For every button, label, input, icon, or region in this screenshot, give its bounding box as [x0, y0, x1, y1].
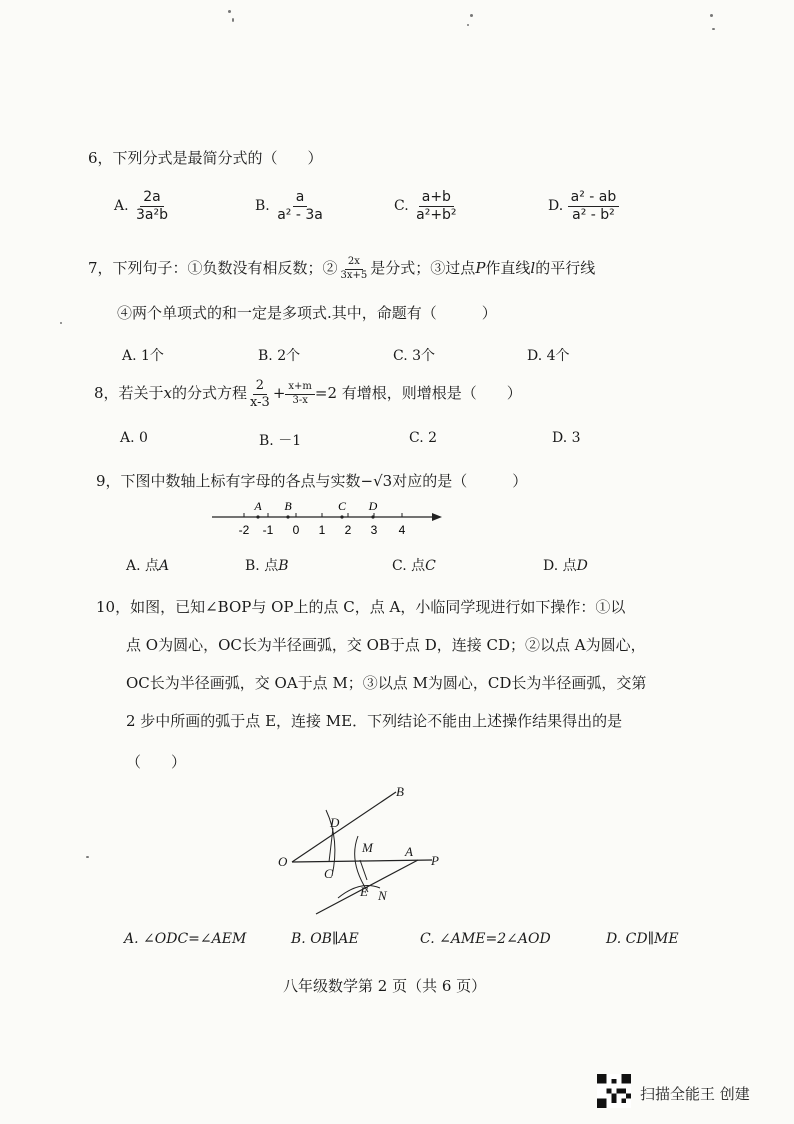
q10-option-a: [124, 931, 246, 947]
q7-option-d: D. 4个: [527, 348, 570, 364]
figure-point-label: E: [360, 884, 368, 899]
number-line-point: [340, 515, 343, 518]
q9-text: 对应的是（ ）: [392, 472, 528, 490]
option-text: B. OB∥AE: [291, 931, 359, 947]
option-letter: D.: [548, 198, 564, 215]
q6-option-b: [255, 190, 326, 222]
numerator: a: [293, 190, 308, 207]
option-var: B: [278, 558, 289, 574]
fraction: [133, 190, 171, 222]
numerator: a+b: [419, 190, 454, 207]
q9-option-d: [543, 555, 588, 575]
q7-option-b: B. 2个: [258, 348, 301, 364]
option-text: A. 点: [126, 558, 160, 574]
option-text: D. CD∥ME: [606, 931, 679, 947]
number-line-tick-label: -2: [238, 523, 250, 537]
var-x: x: [163, 384, 173, 403]
q10-line-1: 10，如图，已知∠BOP与 OP上的点 C，点 A，小临同学现进行如下操作：①以: [96, 598, 626, 616]
ray-op: [292, 860, 432, 862]
q8-option-a: A. 0: [120, 430, 148, 446]
option-text: C. ∠AME=2∠AOD: [420, 931, 551, 947]
denominator: a²+b²: [416, 206, 457, 223]
q8-option-d: D. 3: [552, 430, 581, 446]
q7-stem-line2: ④两个单项式的和一定是多项式.其中，命题有（ ）: [117, 304, 497, 322]
figure-point-label: P: [431, 853, 439, 868]
number-line-tick-label: 1: [318, 523, 326, 537]
q7-stem-line1: [88, 257, 595, 281]
q7-text: 是分式；③过点: [370, 259, 476, 277]
segment-me: [360, 860, 367, 880]
q7-text: 7，下列句子：①负数没有相反数；②: [88, 259, 338, 277]
q10-line-2: 点 O为圆心，OC长为半径画弧，交 OB于点 D，连接 CD；②以点 A为圆心，: [126, 636, 646, 654]
number-line-tick-label: 4: [398, 523, 406, 537]
denominator: a² - b²: [572, 206, 615, 223]
q8-option-c: C. 2: [409, 430, 438, 446]
q9-option-c: [392, 555, 436, 575]
numerator: 2x: [345, 257, 363, 270]
q7-text: 的平行线: [535, 259, 596, 277]
option-var: C: [425, 558, 436, 574]
option-text: D. 点: [543, 558, 577, 574]
q6-stem: 6，下列分式是最简分式的（ ）: [88, 149, 323, 167]
q8-text: 的分式方程: [172, 384, 248, 403]
figure-point-label: N: [378, 888, 387, 903]
q10-line-5: （ ）: [126, 753, 187, 771]
denominator: 3a²b: [136, 206, 169, 223]
ray-ob: [292, 792, 396, 862]
number-line-point-label: D: [368, 499, 378, 513]
fraction: [247, 379, 273, 409]
denominator: 3-x: [292, 394, 308, 406]
number-line-point: [371, 515, 374, 518]
radical-expression: −√3: [360, 472, 393, 490]
page-footer: 八年级数学第 2 页（共 6 页）: [283, 977, 487, 995]
option-letter: C.: [394, 198, 409, 215]
numerator: x+m: [285, 382, 315, 395]
option-letter: B.: [255, 198, 270, 215]
option-text: C. 点: [392, 558, 426, 574]
fraction: [285, 382, 315, 406]
number-line-point-label: C: [337, 499, 347, 513]
q7-option-c: C. 3个: [393, 348, 436, 364]
figure-point-label: C: [324, 866, 333, 881]
q10-figure: [268, 780, 468, 920]
numerator: 2: [253, 379, 267, 395]
fraction: [568, 190, 620, 222]
numerator: 2a: [140, 190, 164, 207]
denominator: a² - 3a: [277, 206, 323, 223]
q10-line-4: 2 步中所画的弧于点 E，连接 ME．下列结论不能由上述操作结果得出的是: [126, 712, 623, 730]
q8-stem: [94, 379, 522, 409]
q9-text: 9，下图中数轴上标有字母的各点与实数: [96, 472, 361, 490]
var-p: P: [475, 259, 486, 277]
number-line-point-label: A: [254, 499, 262, 513]
var-l: l: [530, 259, 536, 277]
number-line-point: [256, 515, 259, 518]
option-var: D: [576, 558, 588, 574]
q8-text: 8，若关于: [94, 384, 164, 403]
q8-option-b: B. －1: [259, 433, 302, 449]
numerator: a² - ab: [568, 190, 620, 207]
option-text: B. 点: [245, 558, 279, 574]
number-line-point: [286, 515, 289, 518]
option-letter: A.: [114, 198, 129, 215]
number-line: [208, 495, 448, 540]
denominator: x-3: [250, 394, 270, 410]
fraction: [413, 190, 459, 222]
q9-option-b: [245, 555, 289, 575]
figure-point-label: M: [362, 840, 373, 855]
option-text: A. ∠ODC=∠AEM: [124, 931, 247, 947]
fraction: [274, 190, 326, 222]
q8-text: =2 有增根，则增根是（ ）: [314, 384, 522, 403]
q7-option-a: A. 1个: [122, 348, 164, 364]
plus-sign: +: [272, 384, 286, 403]
qr-code-icon: [597, 1074, 631, 1108]
scanner-watermark: 扫描全能王 创建: [640, 1085, 750, 1103]
q7-text: 作直线: [485, 259, 531, 277]
q6-option-a: [114, 190, 171, 222]
segment-cd: [329, 828, 333, 862]
q10-line-3: OC长为半径画弧，交 OA于点 M；③以点 M为圆心，CD长为半径画弧，交第: [126, 674, 647, 692]
number-line-point-label: B: [284, 499, 292, 513]
option-var: A: [159, 558, 170, 574]
q10-option-c: [420, 931, 551, 947]
q6-option-c: [394, 190, 460, 222]
fraction: [338, 257, 371, 281]
q6-option-d: [548, 190, 619, 222]
q9-stem: [96, 470, 527, 491]
q10-option-d: [606, 931, 679, 947]
figure-point-label: O: [278, 854, 288, 869]
number-line-tick-label: 3: [370, 523, 378, 537]
q9-option-a: [126, 555, 169, 575]
number-line-tick-label: 2: [344, 523, 352, 537]
denominator: 3x+5: [340, 269, 368, 281]
number-line-tick-label: 0: [292, 523, 300, 537]
figure-point-label: A: [405, 844, 413, 859]
figure-point-label: D: [330, 815, 340, 830]
q10-option-b: [291, 931, 359, 947]
figure-point-label: B: [396, 784, 404, 799]
number-line-tick-label: -1: [262, 523, 274, 537]
